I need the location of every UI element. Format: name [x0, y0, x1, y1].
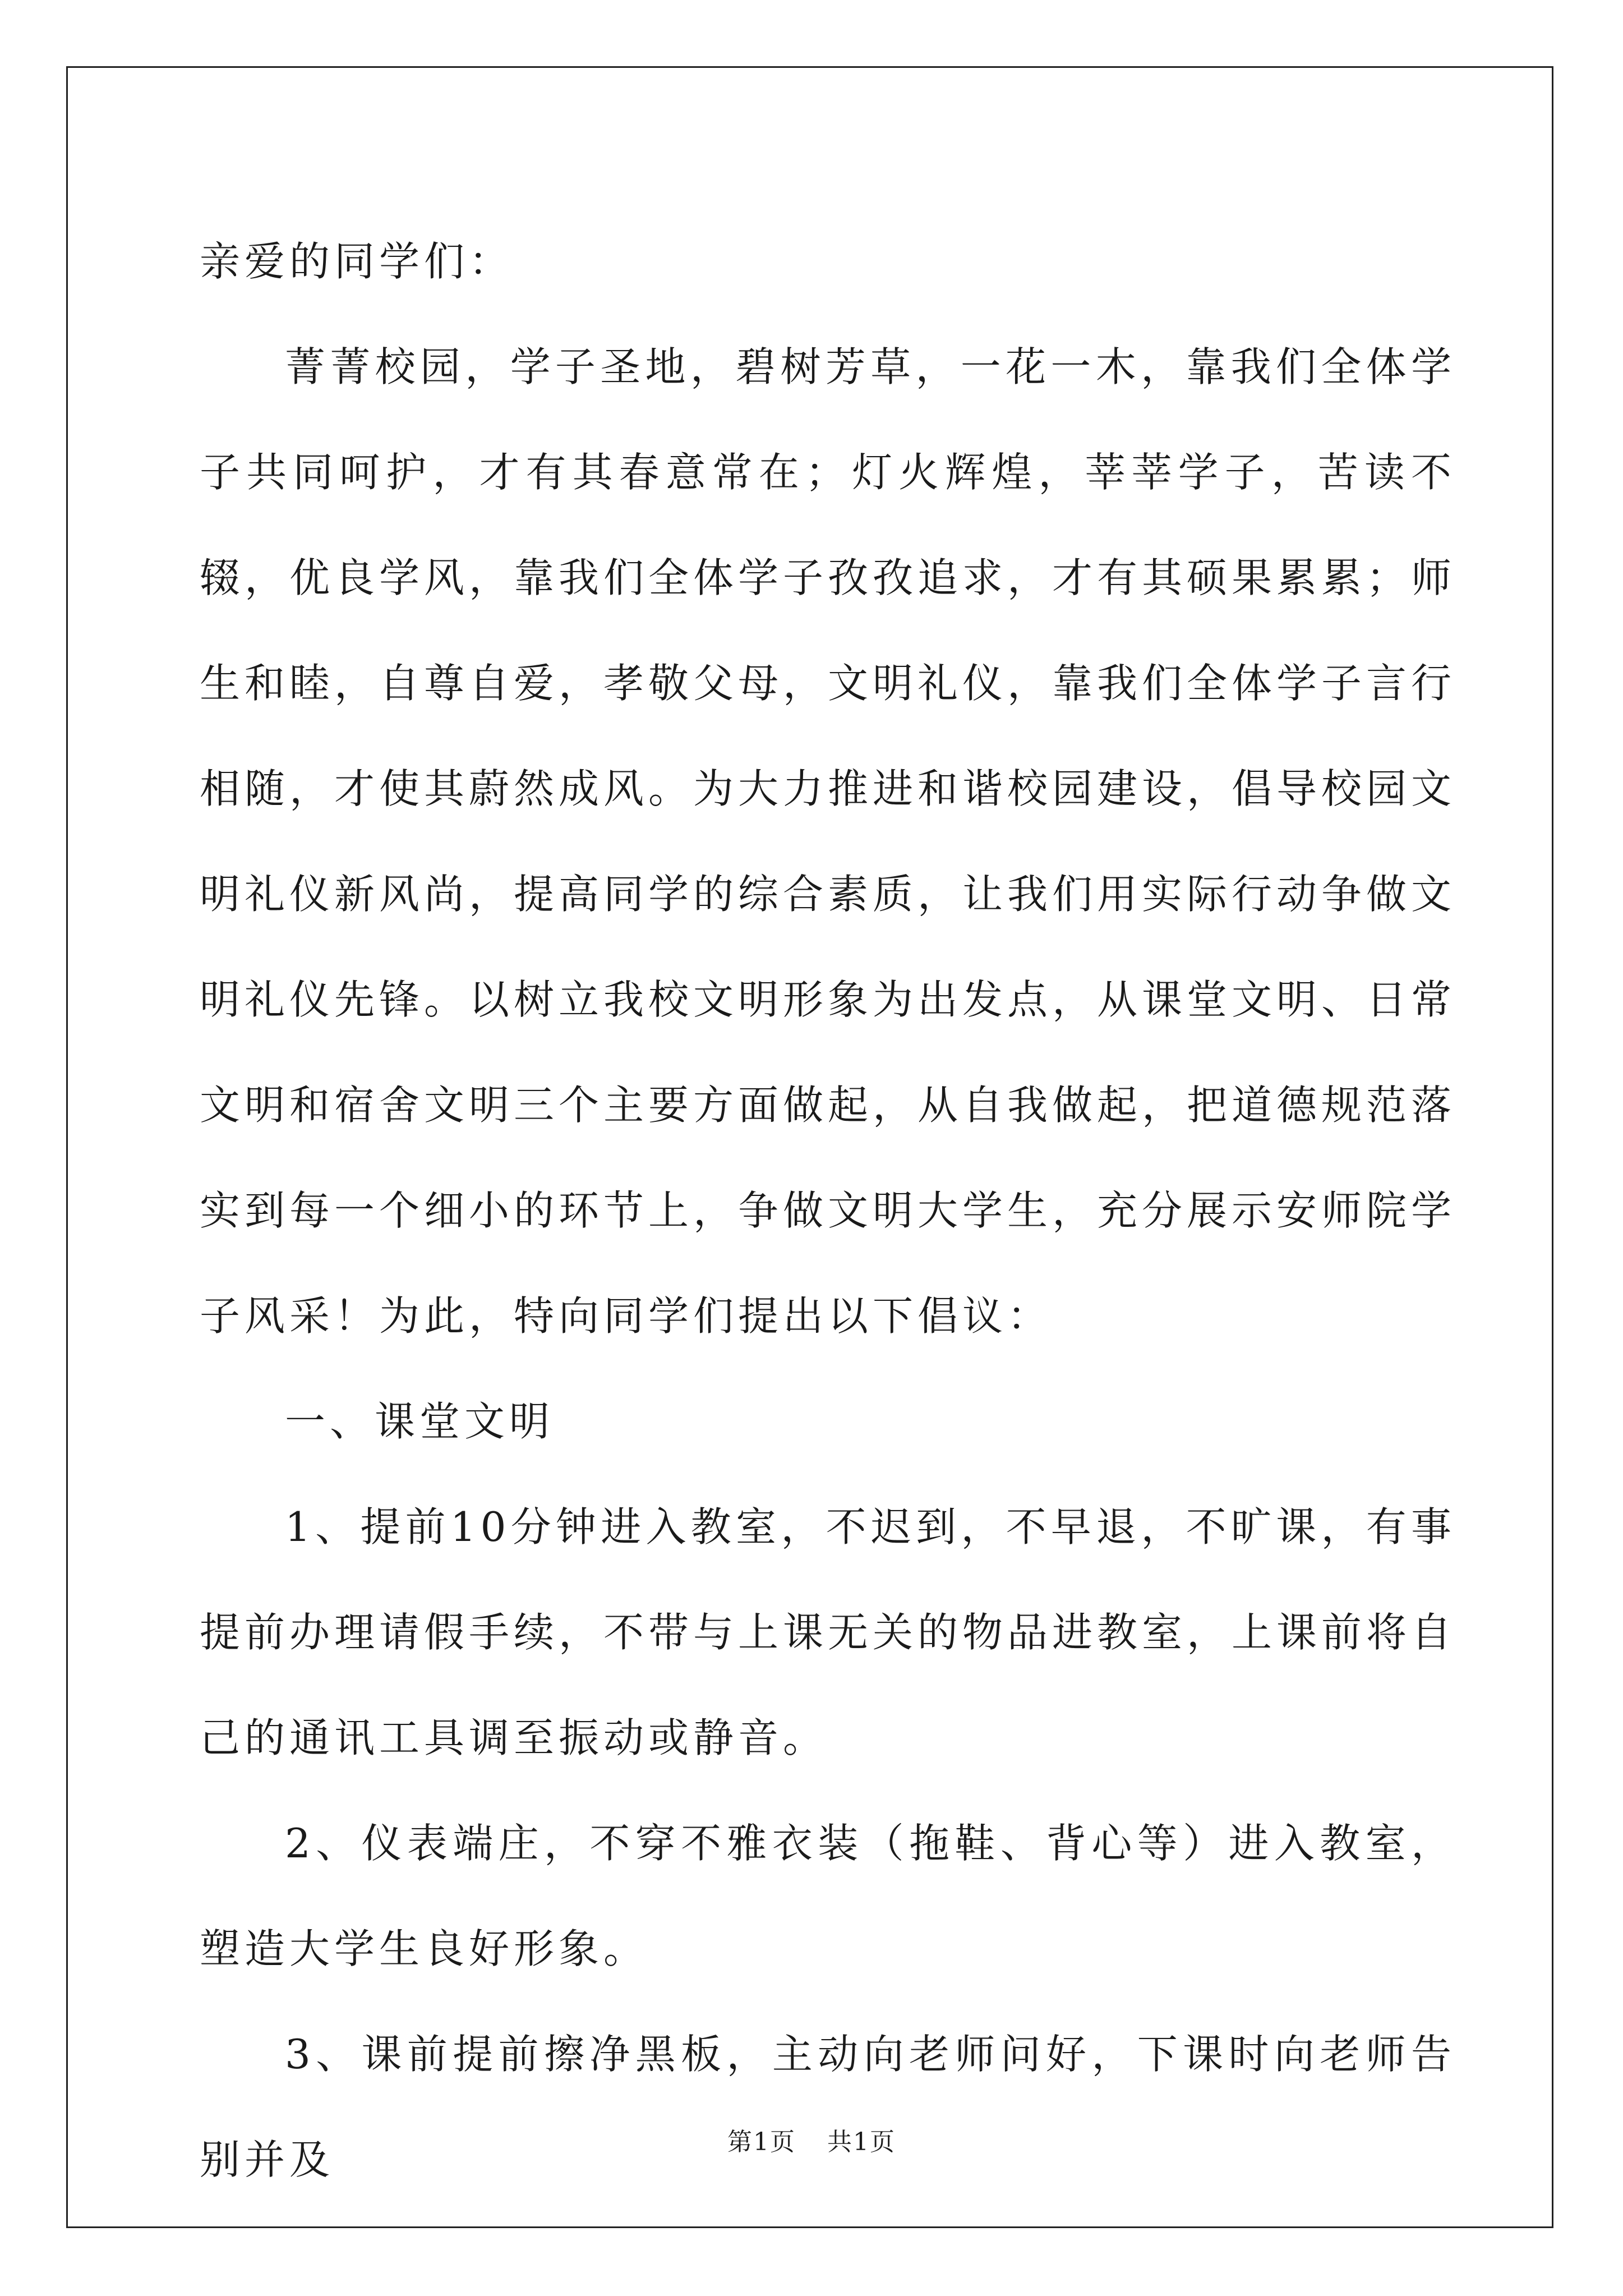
- section-heading-classroom: 一、课堂文明: [285, 1398, 555, 1445]
- document-body: [200, 209, 1456, 2212]
- page-footer: [0, 2122, 1623, 2157]
- paragraph-item-2: 2、仪表端庄，不穿不雅衣装（拖鞋、背心等）进入教室，塑造大学生良好形象。: [200, 1820, 1456, 1972]
- paragraph-item-1: 1、提前10分钟进入教室，不迟到，不早退，不旷课，有事提前办理请假手续，不带与上课无关的物品进教室，上课前将自己的通讯工具调至振动或静音。: [200, 1503, 1456, 1761]
- page-number-total: 共1页: [827, 2128, 896, 2156]
- page-number-current: 第1页: [727, 2128, 796, 2156]
- paragraph-intro: 菁菁校园，学子圣地，碧树芳草，一花一木，靠我们全体学子共同呵护，才有其春意常在；灯火辉煌，莘莘学子，苦读不辍，优良学风，靠我们全体学子孜孜追求，才有其硕果累累；师生和睦，自尊自爱，孝敬父母，文明礼仪，靠我们全体学子言行相随，才使其蔚然成风。为大力推进和谐校园建设，倡导校园文明礼仪新风尚，提高同学的综合素质，让我们用实际行动争做文明礼仪先锋。以树立我校文明形象为出发点，从课堂文明、日常文明和宿舍文明三个主要方面做起，从自我做起，把道德规范落实到每一个细小的环节上，争做文明大学生，充分展示安师院学子风采！为此，特向同学们提出以下倡议：: [200, 343, 1456, 1340]
- salutation: 亲爱的同学们：: [200, 238, 514, 285]
- paragraph-item-3: 3、课前提前擦净黑板，主动向老师问好，下课时向老师告别并及: [200, 2031, 1456, 2183]
